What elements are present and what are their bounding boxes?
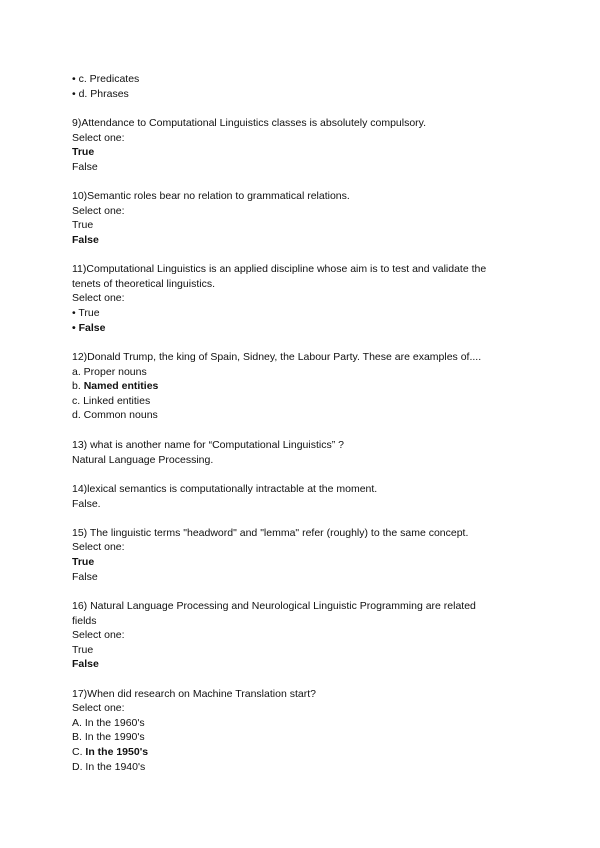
q12-option-a: a. Proper nouns: [72, 366, 147, 378]
q10-option-true: True: [72, 219, 94, 231]
q10-select-label: Select one:: [72, 205, 125, 217]
q17-answer-1950s: In the 1950's: [85, 746, 149, 758]
q16-question-line1: 16) Natural Language Processing and Neurological Linguistic Programming are related: [72, 600, 476, 612]
q14-answer: False.: [72, 498, 101, 510]
q12-question: 12)Donald Trump, the king of Spain, Sidney, the Labour Party. These are examples of....: [72, 351, 482, 363]
q11-answer-false: • False: [72, 322, 106, 334]
q9-select-label: Select one:: [72, 132, 125, 144]
q15-question: 15) The linguistic terms "headword" and "lemma" refer (roughly) to the same concept.: [72, 527, 469, 539]
q17-option-c: [72, 745, 148, 759]
q16-option-true: True: [72, 644, 94, 656]
option-d-phrases: • d. Phrases: [72, 88, 129, 100]
q12-option-c: c. Linked entities: [72, 395, 151, 407]
q15-select-label: Select one:: [72, 541, 125, 553]
q14-question: 14)lexical semantics is computationally intractable at the moment.: [72, 483, 378, 495]
q16-answer-false: False: [72, 658, 99, 670]
q13-question: 13) what is another name for “Computational Linguistics” ?: [72, 439, 344, 451]
q17-question: 17)When did research on Machine Translation start?: [72, 688, 316, 700]
q15-option-false: False: [72, 571, 98, 583]
q11-question-line2: tenets of theoretical linguistics.: [72, 278, 215, 290]
q12-option-b-prefix: b.: [72, 380, 84, 392]
q17-option-d: D. In the 1940's: [72, 761, 146, 773]
q17-option-c-prefix: C.: [72, 746, 86, 758]
q9-question: 9)Attendance to Computational Linguistics classes is absolutely compulsory.: [72, 117, 427, 129]
q16-question-line2: fields: [72, 615, 97, 627]
q9-option-false: False: [72, 161, 98, 173]
q17-option-a: A. In the 1960's: [72, 717, 145, 729]
q11-select-label: Select one:: [72, 292, 125, 304]
q12-option-d: d. Common nouns: [72, 409, 158, 421]
q11-question-line1: 11)Computational Linguistics is an applied discipline whose aim is to test and validate the: [72, 263, 487, 275]
q17-select-label: Select one:: [72, 702, 125, 714]
q16-select-label: Select one:: [72, 629, 125, 641]
q17-option-b: B. In the 1990's: [72, 731, 145, 743]
q11-option-true: • True: [72, 307, 100, 319]
q12-answer-named-entities: Named entities: [83, 380, 159, 392]
q10-answer-false: False: [72, 234, 99, 246]
q10-question: 10)Semantic roles bear no relation to grammatical relations.: [72, 190, 350, 202]
q13-answer: Natural Language Processing.: [72, 454, 214, 466]
q15-answer-true: True: [72, 556, 95, 568]
q12-option-b: [72, 379, 158, 393]
q9-answer-true: True: [72, 146, 95, 158]
option-c-predicates: • c. Predicates: [72, 73, 140, 85]
